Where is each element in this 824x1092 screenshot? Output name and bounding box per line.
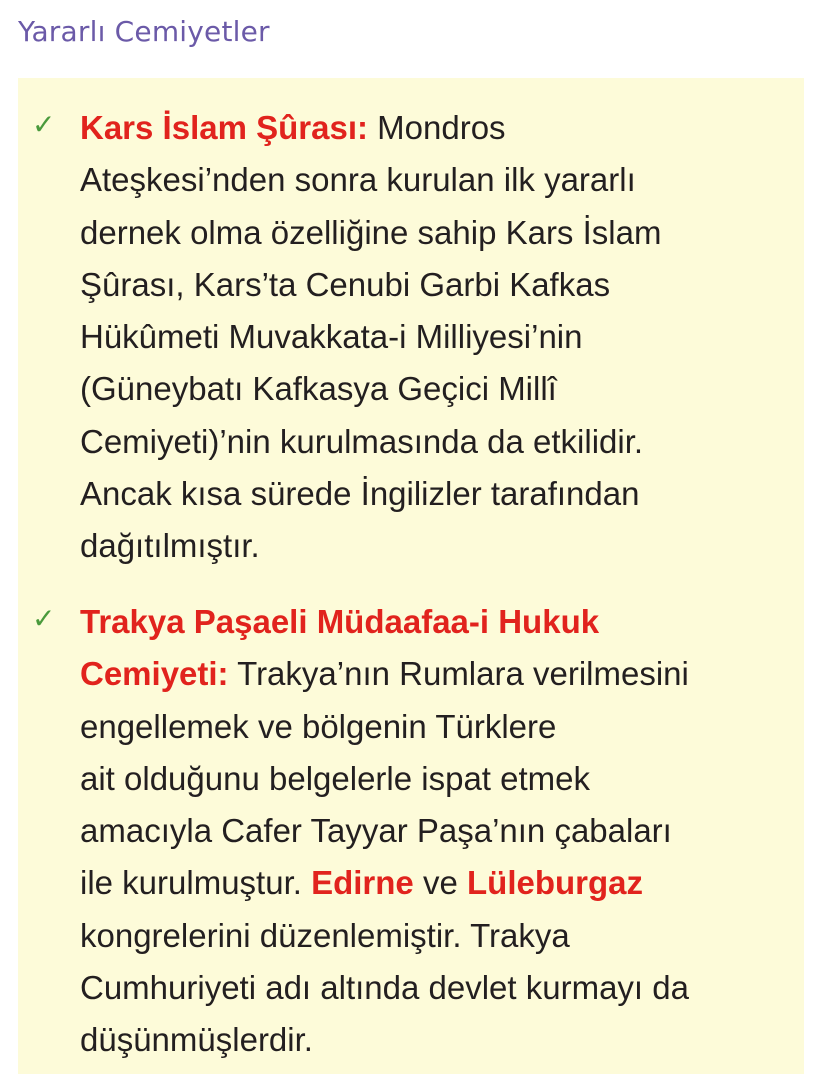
item-heading: Cemiyeti:: [80, 655, 229, 693]
section-title: Yararlı Cemiyetler: [18, 15, 270, 48]
text-span: Mondros: [367, 109, 506, 146]
highlight-luleburgaz: Lüleburgaz: [467, 864, 644, 902]
text-line: dağıtılmıştır.: [80, 527, 260, 565]
text-line: (Güneybatı Kafkasya Geçici Millî: [80, 370, 557, 408]
text-line: [80, 857, 780, 909]
check-mark-icon: ✓: [32, 602, 56, 635]
text-line: Şûrası, Kars’ta Cenubi Garbi Kafkas: [80, 265, 611, 303]
text-span: Trakya’nın Rumlara verilmesini: [228, 655, 689, 693]
item-heading: Trakya Paşaeli Müdaafaa-i Hukuk: [80, 603, 600, 640]
check-mark-icon: ✓: [32, 108, 56, 141]
item-text: [80, 102, 780, 573]
info-panel: [18, 78, 804, 1074]
text-line: Ancak kısa sürede İngilizler tarafından: [80, 475, 640, 513]
text-line: [80, 648, 780, 700]
text-line: düşünmüşlerdir.: [80, 1021, 313, 1059]
text-line: [80, 596, 780, 648]
text-line: dernek olma özelliğine sahip Kars İslam: [80, 213, 662, 251]
text-span: ile kurulmuştur.: [80, 864, 312, 902]
text-line: Cumhuriyeti adı altında devlet kurmayı da: [80, 969, 689, 1007]
text-line: Cemiyeti)’nin kurulmasında da etkilidir.: [80, 422, 644, 460]
text-line: amacıyla Cafer Tayyar Paşa’nın çabaları: [80, 812, 672, 850]
item-text: [80, 596, 780, 1067]
highlight-edirne: Edirne: [311, 864, 414, 902]
text-span: ve: [413, 864, 467, 902]
text-line: Ateşkesi’nden sonra kurulan ilk yararlı: [80, 161, 636, 199]
text-line: [80, 102, 780, 154]
text-line: kongrelerini düzenlemiştir. Trakya: [80, 916, 570, 954]
item-heading: Kars İslam Şûrası:: [80, 109, 368, 146]
text-line: ait olduğunu belgelerle ispat etmek: [80, 759, 591, 797]
text-line: Hükûmeti Muvakkata-i Milliyesi’nin: [80, 318, 583, 356]
text-line: engellemek ve bölgenin Türklere: [80, 707, 557, 745]
